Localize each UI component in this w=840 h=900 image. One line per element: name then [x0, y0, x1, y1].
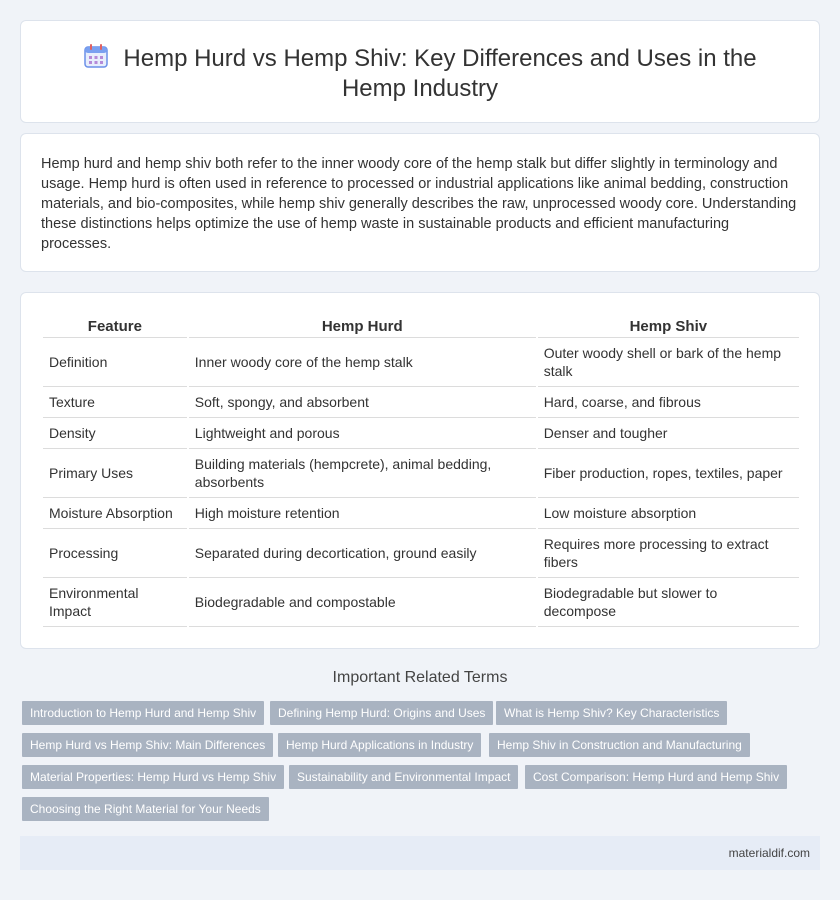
comparison-card — [20, 292, 820, 649]
related-tag[interactable]: Cost Comparison: Hemp Hurd and Hemp Shiv — [525, 765, 787, 789]
footer — [20, 836, 820, 870]
intro-paragraph: Hemp hurd and hemp shiv both refer to the inner woody core of the hemp stalk but differ slightly in terminology and usage. Hemp hurd is often used in reference to processed or industrial applications like animal bedding, construction materials, and bio-composites, while hemp shiv generally describes the raw, unprocessed woody core. Understanding these distinctions helps optimize the use of hemp waste in sustainable products and efficient manufacturing processes. — [41, 156, 797, 252]
feature-cell: Texture — [43, 387, 187, 418]
comparison-table — [41, 313, 801, 627]
hemp-hurd-cell: Inner woody core of the hemp stalk — [189, 338, 536, 387]
table-row — [43, 387, 799, 418]
feature-cell: Density — [43, 418, 187, 449]
feature-cell: Definition — [43, 338, 187, 387]
feature-cell: Primary Uses — [43, 449, 187, 498]
table-row — [43, 498, 799, 529]
table-row — [43, 449, 799, 498]
table-header-row — [43, 313, 799, 338]
footer-site-link[interactable]: materialdif.com — [728, 846, 810, 860]
intro-card — [20, 133, 820, 272]
hemp-hurd-cell: Lightweight and porous — [189, 418, 536, 449]
related-tag[interactable]: Material Properties: Hemp Hurd vs Hemp Shiv — [22, 765, 284, 789]
page-title-wrap — [61, 43, 779, 104]
hemp-shiv-cell: Requires more processing to extract fibers — [538, 529, 799, 578]
feature-cell: Moisture Absorption — [43, 498, 187, 529]
header-feature: Feature — [43, 313, 187, 338]
table-row — [43, 529, 799, 578]
feature-cell: Processing — [43, 529, 187, 578]
related-tag[interactable]: Hemp Hurd Applications in Industry — [278, 733, 481, 757]
hemp-hurd-cell: Building materials (hempcrete), animal bedding, absorbents — [189, 449, 536, 498]
hemp-shiv-cell: Outer woody shell or bark of the hemp stalk — [538, 338, 799, 387]
hemp-shiv-cell: Denser and tougher — [538, 418, 799, 449]
feature-cell: Environmental Impact — [43, 578, 187, 627]
related-tag[interactable]: Introduction to Hemp Hurd and Hemp Shiv — [22, 701, 264, 725]
hemp-shiv-cell: Biodegradable but slower to decompose — [538, 578, 799, 627]
related-tag[interactable]: What is Hemp Shiv? Key Characteristics — [496, 701, 727, 725]
hemp-hurd-cell: Separated during decortication, ground easily — [189, 529, 536, 578]
hemp-shiv-cell: Fiber production, ropes, textiles, paper — [538, 449, 799, 498]
calendar-icon — [83, 43, 109, 69]
table-row — [43, 338, 799, 387]
header-hemp-hurd: Hemp Hurd — [189, 313, 536, 338]
table-row — [43, 418, 799, 449]
hemp-shiv-cell: Hard, coarse, and fibrous — [538, 387, 799, 418]
header-hemp-shiv: Hemp Shiv — [538, 313, 799, 338]
related-tag[interactable]: Sustainability and Environmental Impact — [289, 765, 518, 789]
related-tag[interactable]: Hemp Shiv in Construction and Manufacturing — [489, 733, 750, 757]
hemp-hurd-cell: Soft, spongy, and absorbent — [189, 387, 536, 418]
hemp-hurd-cell: High moisture retention — [189, 498, 536, 529]
related-tag[interactable]: Hemp Hurd vs Hemp Shiv: Main Differences — [22, 733, 273, 757]
related-tag[interactable]: Defining Hemp Hurd: Origins and Uses — [270, 701, 493, 725]
title-card — [20, 20, 820, 123]
table-row — [43, 578, 799, 627]
page-title: Hemp Hurd vs Hemp Shiv: Key Differences and Uses in the Hemp Industry — [123, 45, 757, 102]
hemp-hurd-cell: Biodegradable and compostable — [189, 578, 536, 627]
related-terms-heading: Important Related Terms — [332, 669, 508, 686]
hemp-shiv-cell: Low moisture absorption — [538, 498, 799, 529]
related-tag[interactable]: Choosing the Right Material for Your Needs — [22, 797, 269, 821]
